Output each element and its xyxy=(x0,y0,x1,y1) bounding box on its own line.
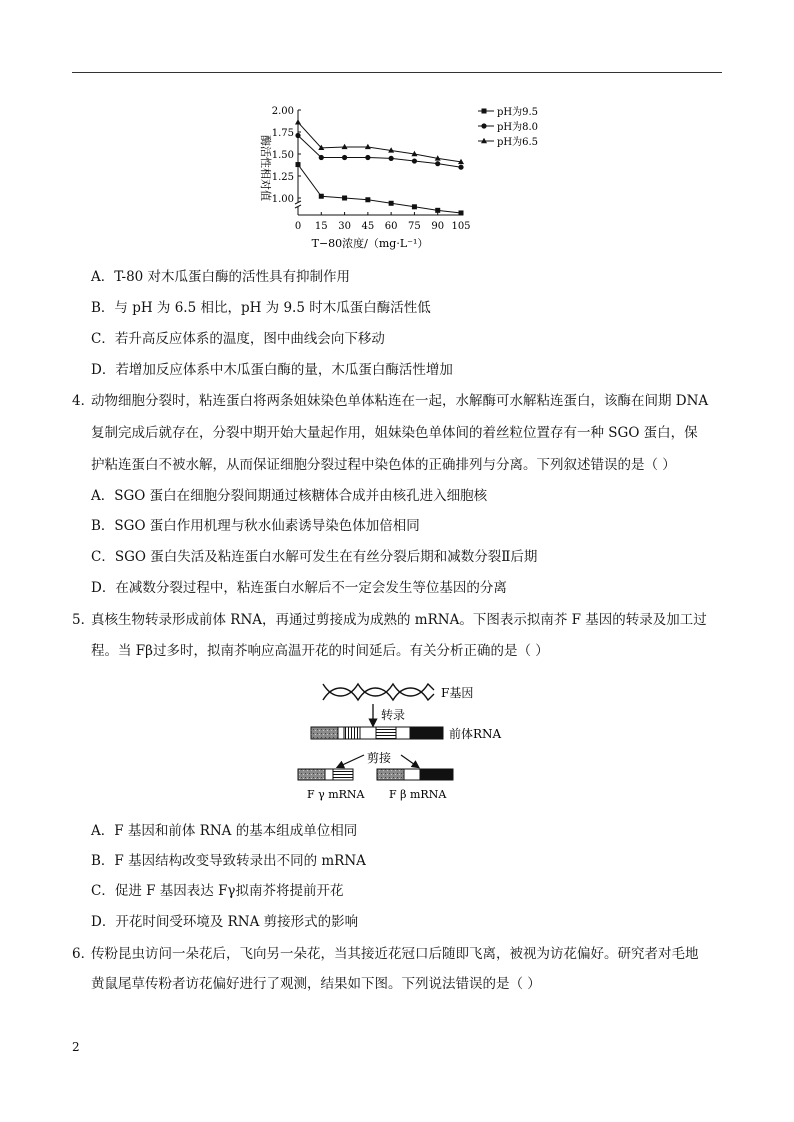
q4-number: 4． xyxy=(72,393,95,409)
x-tick-label: 15 xyxy=(314,221,328,232)
x-tick-label: 30 xyxy=(338,221,351,232)
splice-label: 剪接 xyxy=(367,751,392,765)
data-point-square xyxy=(435,208,440,213)
q5-option-c: C．促进 F 基因表达 Fγ拟南芥将提前开花 xyxy=(91,883,344,899)
y-tick-label: 2.00 xyxy=(271,106,294,117)
q4-stem-line-1: 动物细胞分裂时，粘连蛋白将两条姐妹染色单体粘连在一起，水解酶可水解粘连蛋白，该酶在间期 DNA xyxy=(91,393,709,409)
splice-arrow-left xyxy=(338,755,364,767)
pre-rna-label: 前体RNA xyxy=(449,727,502,741)
q6-number: 6． xyxy=(72,946,95,962)
q5-option-a: A．F 基因和前体 RNA 的基本组成单位相同 xyxy=(91,823,358,839)
data-point-circle xyxy=(365,155,370,160)
q5-option-b: B．F 基因结构改变导致转录出不同的 mRNA xyxy=(91,853,366,869)
q3-option-d: D．若增加反应体系中木瓜蛋白酶的量，木瓜蛋白酶活性增加 xyxy=(91,362,453,378)
legend-label: pH为8.0 xyxy=(497,122,539,133)
x-tick-label: 0 xyxy=(294,221,302,232)
chart-legend xyxy=(478,105,538,148)
y-axis-label: 酶活性相对值 xyxy=(259,135,272,201)
q6-stem-line-2: 黄鼠尾草传粉者访花偏好进行了观测，结果如下图。下列说法错误的是（ ） xyxy=(91,976,541,992)
y-tick-label: 1.75 xyxy=(271,128,294,139)
x-tick-label: 105 xyxy=(451,221,471,232)
chart-series xyxy=(295,119,464,215)
q5-option-d: D．开花时间受环境及 RNA 剪接形式的影响 xyxy=(91,914,359,930)
q3-option-a: A．T-80 对木瓜蛋白酶的活性具有抑制作用 xyxy=(91,269,351,285)
page-number: 2 xyxy=(72,1040,80,1054)
q4-stem-line-3: 护粘连蛋白不被水解，从而保证细胞分裂过程中染色体的正确排列与分离。下列叙述错误的是（ ） xyxy=(91,457,676,473)
data-point-circle xyxy=(295,133,300,138)
data-point-circle xyxy=(319,155,324,160)
series-line-square xyxy=(298,165,461,213)
legend-marker-square xyxy=(482,109,487,114)
data-point-circle xyxy=(412,158,417,163)
x-tick-label: 60 xyxy=(384,221,398,232)
splice-arrow-right xyxy=(401,755,418,767)
header-rule xyxy=(72,72,722,73)
legend-marker-circle xyxy=(481,123,486,128)
q6-stem-line-1: 传粉昆虫访问一朵花后，飞向另一朵花，当其接近花冠口后随即飞离，被视为访花偏好。研究者对毛地 xyxy=(91,946,699,962)
y-tick-label: 1.50 xyxy=(271,150,294,161)
legend-label: pH为6.5 xyxy=(497,137,539,148)
q5-stem-line-1: 真核生物转录形成前体 RNA，再通过剪接成为成熟的 mRNA。下图表示拟南芥 F 基因的转录及加工过 xyxy=(91,612,707,628)
q4-option-c: C．SGO 蛋白失活及粘连蛋白水解可发生在有丝分裂后期和减数分裂Ⅱ后期 xyxy=(91,549,538,565)
x-tick-label: 75 xyxy=(408,221,421,232)
q4-option-d: D．在减数分裂过程中，粘连蛋白水解后不一定会发生等位基因的分离 xyxy=(91,580,507,596)
pre-rna-bar xyxy=(311,727,443,739)
data-point-triangle xyxy=(365,144,371,149)
data-point-triangle xyxy=(295,119,301,124)
x-tick-label: 45 xyxy=(361,221,375,232)
data-point-square xyxy=(342,196,347,201)
f-beta-mrna-label: F β mRNA xyxy=(389,788,447,801)
y-tick-label: 1.25 xyxy=(271,172,294,183)
data-point-square xyxy=(365,197,370,202)
dna-double-helix xyxy=(323,684,434,700)
q3-option-c: C．若升高反应体系的温度，图中曲线会向下移动 xyxy=(91,331,385,347)
data-point-square xyxy=(389,201,394,206)
q4-stem-line-2: 复制完成后就存在，分裂中期开始大量起作用，姐妹染色单体间的着丝粒位置存有一种 SGO 蛋白，保 xyxy=(91,425,698,441)
y-tick-label: 1.00 xyxy=(271,194,294,205)
f-gene-label: F基因 xyxy=(441,686,474,700)
data-point-circle xyxy=(389,156,394,161)
data-point-triangle xyxy=(342,144,348,149)
splicing-diagram xyxy=(0,675,794,810)
q4-option-b: B．SGO 蛋白作用机理与秋水仙素诱导染色体加倍相同 xyxy=(91,518,420,534)
f-beta-mrna-bar xyxy=(377,769,453,780)
data-point-circle xyxy=(342,155,347,160)
data-point-circle xyxy=(435,161,440,166)
data-point-square xyxy=(459,210,464,215)
x-axis-label: T−80浓度/（mg·L⁻¹） xyxy=(311,237,429,250)
f-gamma-mrna-bar xyxy=(298,769,353,780)
data-point-square xyxy=(412,204,417,209)
y-axis-break xyxy=(295,201,301,208)
data-point-square xyxy=(319,194,324,199)
x-tick-label: 90 xyxy=(431,221,445,232)
q5-stem-line-2: 程。当 Fβ过多时，拟南芥响应高温开花的时间延后。有关分析正确的是（ ） xyxy=(91,643,549,659)
q3-option-b: B．与 pH 为 6.5 相比，pH 为 9.5 时木瓜蛋白酶活性低 xyxy=(91,300,431,316)
q5-number: 5． xyxy=(72,612,95,628)
q4-option-a: A．SGO 蛋白在细胞分裂间期通过核糖体合成并由核孔进入细胞核 xyxy=(91,488,488,504)
data-point-square xyxy=(296,162,301,167)
legend-label: pH为9.5 xyxy=(497,107,539,118)
transcription-label: 转录 xyxy=(381,708,406,722)
data-point-circle xyxy=(458,165,463,170)
f-gamma-mrna-label: F γ mRNA xyxy=(307,788,365,801)
